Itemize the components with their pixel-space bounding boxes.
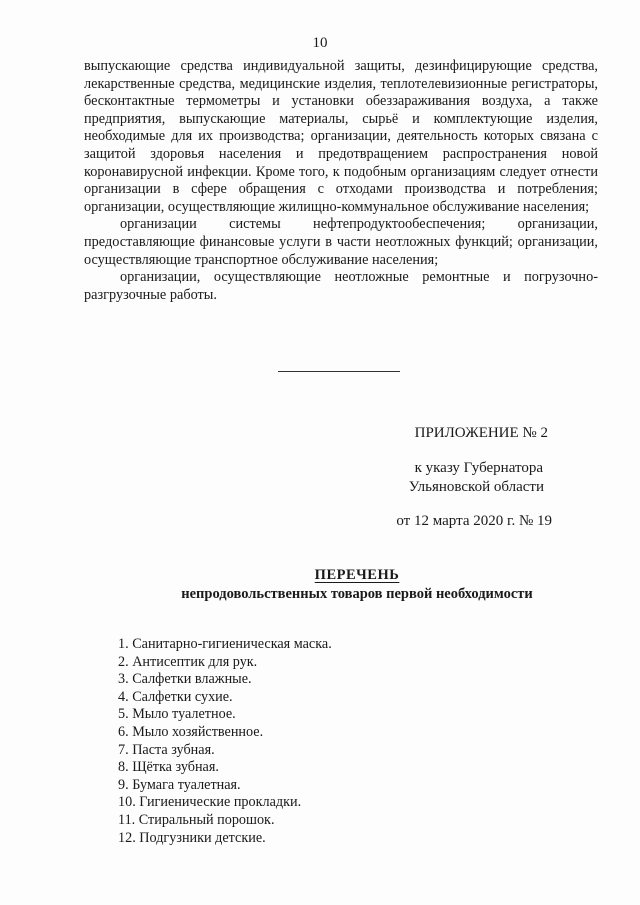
list-item: 8. Щётка зубная. <box>118 759 219 776</box>
paragraph-continuation: выпускающие средства индивидуальной защиты, дезинфицирующие средства, лекарственные средства, медицинские изделия, теплотелевизионные регистраторы, бесконтактные термометры и установки обеззараживания воздуха, а также предприятия, выпускающие материалы, сырьё и комплектующие изделия, необходимые для их производства; организации, деятельность которых связана с защитой здоровья населения и предотвращением распространения новой коронавирусной инфекции. Кроме того, к подобным организациям следует отнести организации в сфере обращения с отходами производства и потребления; организации, осуществляющие жилищно-коммунальное обслуживание населения; <box>84 58 598 215</box>
list-item: 7. Паста зубная. <box>118 741 215 758</box>
appendix-decree-reference: к указу Губернатора <box>414 460 543 476</box>
list-item: 11. Стиральный порошок. <box>118 811 275 828</box>
list-item: 12. Подгузники детские. <box>118 829 266 846</box>
list-item: 9. Бумага туалетная. <box>118 776 241 793</box>
paragraph-oil-finance-transport: организации системы нефтепродуктообеспечения; организации, предоставляющие финансовые услуги в части неотложных функций; организации, осуществляющие транспортное обслуживание населения; <box>84 216 598 268</box>
appendix-title: ПРИЛОЖЕНИЕ № 2 <box>414 425 548 441</box>
list-item: 4. Салфетки сухие. <box>118 688 233 705</box>
list-item: 6. Мыло хозяйственное. <box>118 723 264 740</box>
body-text <box>84 58 598 304</box>
list-item: 3. Салфетки влажные. <box>118 671 252 688</box>
list-item: 10. Гигиенические прокладки. <box>118 794 302 811</box>
list-item: 2. Антисептик для рук. <box>118 653 258 670</box>
list-title: ПЕРЕЧЕНЬ <box>314 567 400 583</box>
appendix-region: Ульяновской области <box>408 479 544 495</box>
paragraph-repair-loading: организации, осуществляющие неотложные ремонтные и погрузочно-разгрузочные работы. <box>84 269 598 303</box>
goods-list <box>118 636 332 847</box>
list-item: 1. Санитарно-гигиеническая маска. <box>118 636 332 652</box>
section-divider <box>278 371 400 372</box>
list-item: 5. Мыло туалетное. <box>118 706 236 723</box>
list-subtitle: непродовольственных товаров первой необходимости <box>181 586 533 602</box>
page-number: 10 <box>312 35 328 51</box>
appendix-date-number: от 12 марта 2020 г. № 19 <box>396 513 552 529</box>
